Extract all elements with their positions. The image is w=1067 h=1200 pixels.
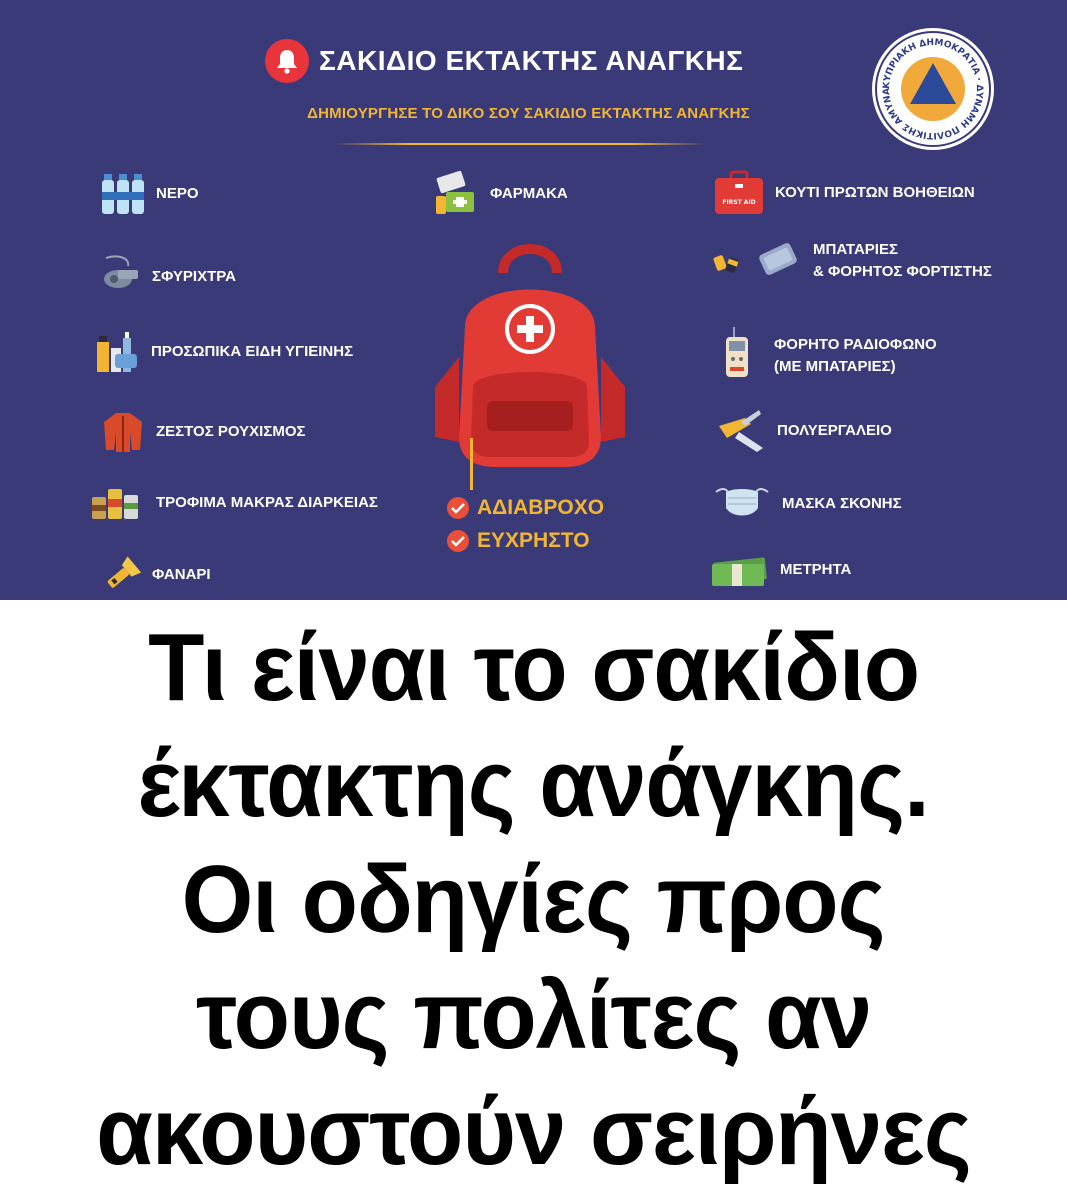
cash-icon xyxy=(710,552,770,588)
item-label-group xyxy=(774,334,937,378)
check-icon xyxy=(447,530,469,552)
jacket-icon xyxy=(100,410,146,454)
item-food xyxy=(90,483,378,523)
item-clothing xyxy=(100,410,306,454)
medicine-icon xyxy=(432,170,480,218)
callout-line xyxy=(470,438,473,490)
flashlight-icon xyxy=(100,555,142,595)
article-headline xyxy=(0,610,1067,1190)
check-icon xyxy=(447,497,469,519)
item-label-line2: & ΦΟΡΗΤΟΣ ΦΟΡΤΙΣΤΗΣ xyxy=(813,263,992,280)
headline-line: έκτακτης ανάγκης. xyxy=(137,730,930,837)
poster-title: ΣΑΚΙΔΙΟ ΕΚΤΑΚΤΗΣ ΑΝΑΓΚΗΣ xyxy=(319,45,744,76)
item-first-aid xyxy=(713,170,975,216)
item-label: ΚΟΥΤΙ ΠΡΩΤΩΝ ΒΟΗΘΕΙΩΝ xyxy=(775,184,975,201)
feature-waterproof xyxy=(447,496,604,520)
item-multitool xyxy=(715,408,892,454)
item-label: ΣΦΥΡΙΧΤΡΑ xyxy=(152,268,236,285)
item-label: ΦΑΡΜΑΚΑ xyxy=(490,185,568,202)
civil-defence-seal xyxy=(872,28,994,150)
backpack-illustration xyxy=(425,237,635,472)
item-label: ΦΑΝΑΡΙ xyxy=(152,566,211,583)
divider xyxy=(335,143,705,145)
item-label: ΠΟΛΥΕΡΓΑΛΕΙΟ xyxy=(777,422,892,439)
multitool-icon xyxy=(715,408,767,454)
feature-label: ΑΔΙΑΒΡΟΧΟ xyxy=(477,496,605,519)
headline-line: Τι είναι το σακίδιο xyxy=(147,614,919,721)
batteries-powerbank-icon xyxy=(713,238,803,284)
item-hygiene xyxy=(95,330,353,374)
canned-food-icon xyxy=(90,483,146,523)
item-radio xyxy=(722,325,937,387)
item-label: ΖΕΣΤΟΣ ΡΟΥΧΙΣΜΟΣ xyxy=(156,423,306,440)
radio-icon xyxy=(722,325,764,387)
kit-text: FIRST AID xyxy=(722,199,756,206)
bell-icon xyxy=(265,39,309,83)
item-label: ΠΡΟΣΩΠΙΚΑ ΕΙΔΗ ΥΓΙΕΙΝΗΣ xyxy=(151,343,354,360)
item-flashlight xyxy=(100,555,211,595)
seal-text: ΚΥΠΡΙΑΚΗ ΔΗΜΟΚΡΑΤΙΑ · ΔΥΝΑΜΗ ΠΟΛΙΤΙΚΗΣ ΑΜΥΝΑ xyxy=(881,37,985,141)
hygiene-items-icon xyxy=(95,330,141,374)
item-label: ΦΟΡΗΤΟ ΡΑΔΙΟΦΩΝΟ xyxy=(774,336,937,353)
item-label-line2: (ΜΕ ΜΠΑΤΑΡΙΕΣ) xyxy=(774,358,896,375)
headline-line: ακουστούν σειρήνες xyxy=(96,1078,971,1185)
item-batteries xyxy=(713,238,992,284)
item-mask xyxy=(712,482,902,526)
poster-title-row xyxy=(265,38,743,84)
item-whistle xyxy=(100,252,236,292)
poster-subtitle: ΔΗΜΙΟΥΡΓΗΣΕ ΤΟ ΔΙΚΟ ΣΟΥ ΣΑΚΙΔΙΟ ΕΚΤΑΚΤΗΣ ΑΝΑΓΚΗΣ xyxy=(307,105,750,122)
item-label: ΝΕΡΟ xyxy=(156,185,199,202)
first-aid-kit-icon xyxy=(713,170,765,216)
item-label: ΜΑΣΚΑ ΣΚΟΝΗΣ xyxy=(782,495,902,512)
headline-line: Οι οδηγίες προς xyxy=(182,846,885,953)
item-label: ΤΡΟΦΙΜΑ ΜΑΚΡΑΣ ΔΙΑΡΚΕΙΑΣ xyxy=(156,494,378,511)
item-cash xyxy=(710,552,851,588)
whistle-icon xyxy=(100,252,142,292)
headline-line: τους πολίτες αν xyxy=(195,962,872,1069)
item-label-group xyxy=(813,239,992,283)
dust-mask-icon xyxy=(712,482,772,526)
item-label: ΜΠΑΤΑΡΙΕΣ xyxy=(813,241,898,258)
water-bottles-icon xyxy=(100,172,146,216)
item-label: ΜΕΤΡΗΤΑ xyxy=(780,561,852,578)
item-medicine xyxy=(432,170,568,218)
feature-usable xyxy=(447,529,590,553)
feature-label: ΕΥΧΡΗΣΤΟ xyxy=(477,529,590,552)
item-water xyxy=(100,172,199,216)
